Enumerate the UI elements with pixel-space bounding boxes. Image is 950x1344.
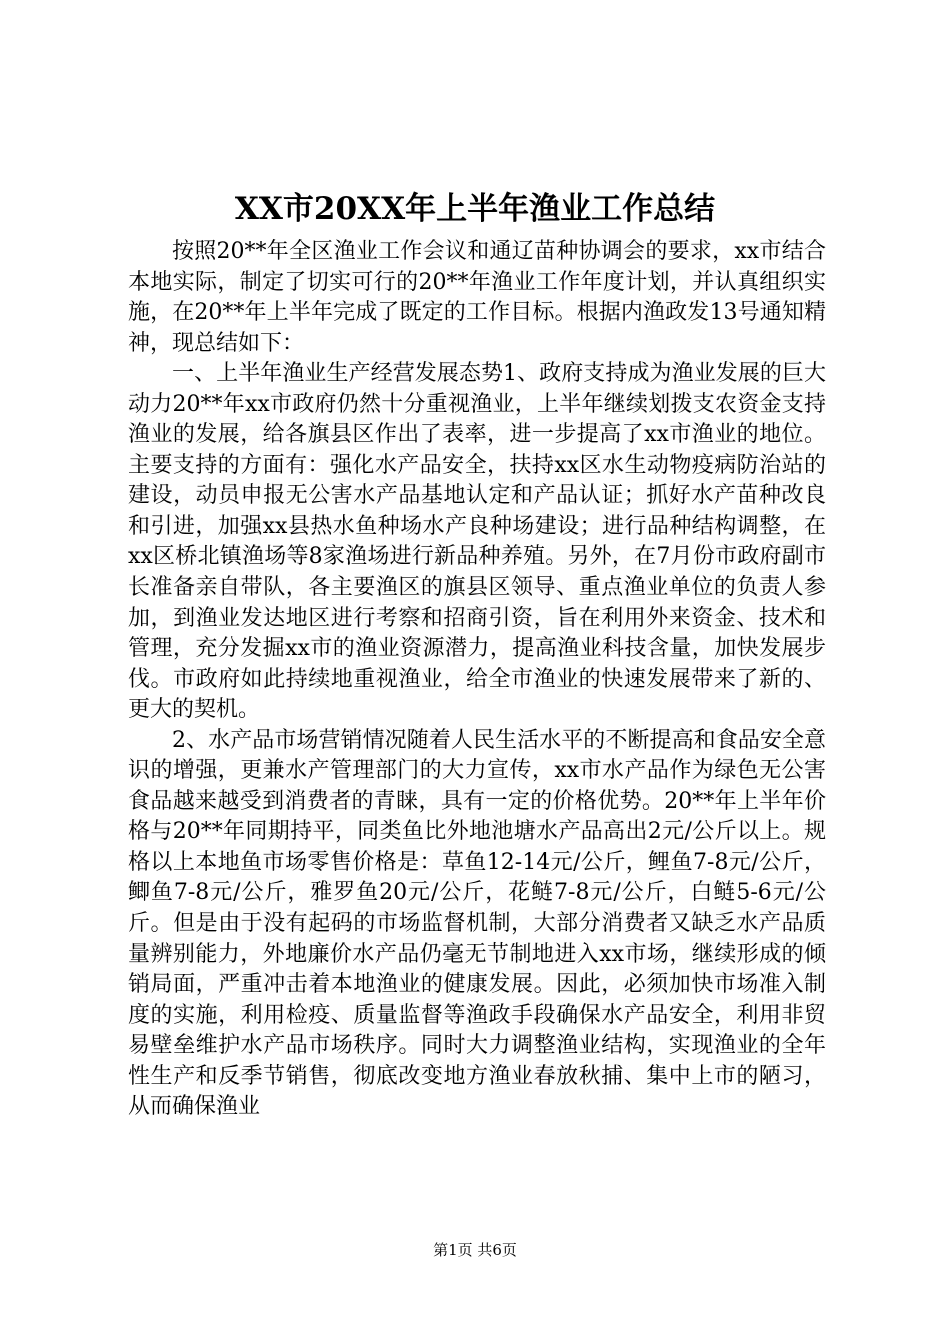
document-body [128,237,826,1123]
paragraph-intro: 按照20**年全区渔业工作会议和通辽苗种协调会的要求，xx市结合本地实际，制定了切实可行的20**年渔业工作年度计划，并认真组织实施，在20**年上半年完成了既定的工作目标。根据内渔政发13号通知精神，现总结如下： [128,239,826,356]
paragraph-market-sales: 2、水产品市场营销情况随着人民生活水平的不断提高和食品安全意识的增强，更兼水产管理部门的大力宣传，xx市水产品作为绿色无公害食品越来越受到消费者的青睐，具有一定的价格优势。20**年上半年价格与20**年同期持平，同类鱼比外地池塘水产品高出2元/公斤以上。规格以上本地鱼市场零售价格是：草鱼12-14元/公斤，鲤鱼7-8元/公斤，鲫鱼7-8元/公斤，雅罗鱼20元/公斤，花鲢7-8元/公斤，白鲢5-6元/公斤。但是由于没有起码的市场监督机制，大部分消费者又缺乏水产品质量辨别能力，外地廉价水产品仍毫无节制地进入xx市场，继续形成的倾销局面，严重冲击着本地渔业的健康发展。因此，必须加快市场准入制度的实施，利用检疫、质量监督等渔政手段确保水产品安全，利用非贸易壁垒维护水产品市场秩序。同时大力调整渔业结构，实现渔业的全年性生产和反季节销售，彻底改变地方渔业春放秋捕、集中上市的陋习，从而确保渔业 [128,727,826,1120]
paragraph-government-support: 一、上半年渔业生产经营发展态势1、政府支持成为渔业发展的巨大动力20**年xx市政府仍然十分重视渔业，上半年继续划拨支农资金支持渔业的发展，给各旗县区作出了表率，进一步提高了xx市渔业的地位。主要支持的方面有：强化水产品安全，扶持xx区水生动物疫病防治站的建设，动员申报无公害水产品基地认定和产品认证；抓好水产苗种改良和引进，加强xx县热水鱼种场水产良种场建设；进行品种结构调整，在xx区桥北镇渔场等8家渔场进行新品种养殖。另外，在7月份市政府副市长准备亲自带队，各主要渔区的旗县区领导、重点渔业单位的负责人参加，到渔业发达地区进行考察和招商引资，旨在利用外来资金、技术和管理，充分发掘xx市的渔业资源潜力，提高渔业科技含量，加快发展步伐。市政府如此持续地重视渔业，给全市渔业的快速发展带来了新的、更大的契机。 [128,361,826,723]
page-footer: 第1页 共6页 [433,1241,517,1259]
document-title: XX市20XX年上半年渔业工作总结 [234,191,716,227]
